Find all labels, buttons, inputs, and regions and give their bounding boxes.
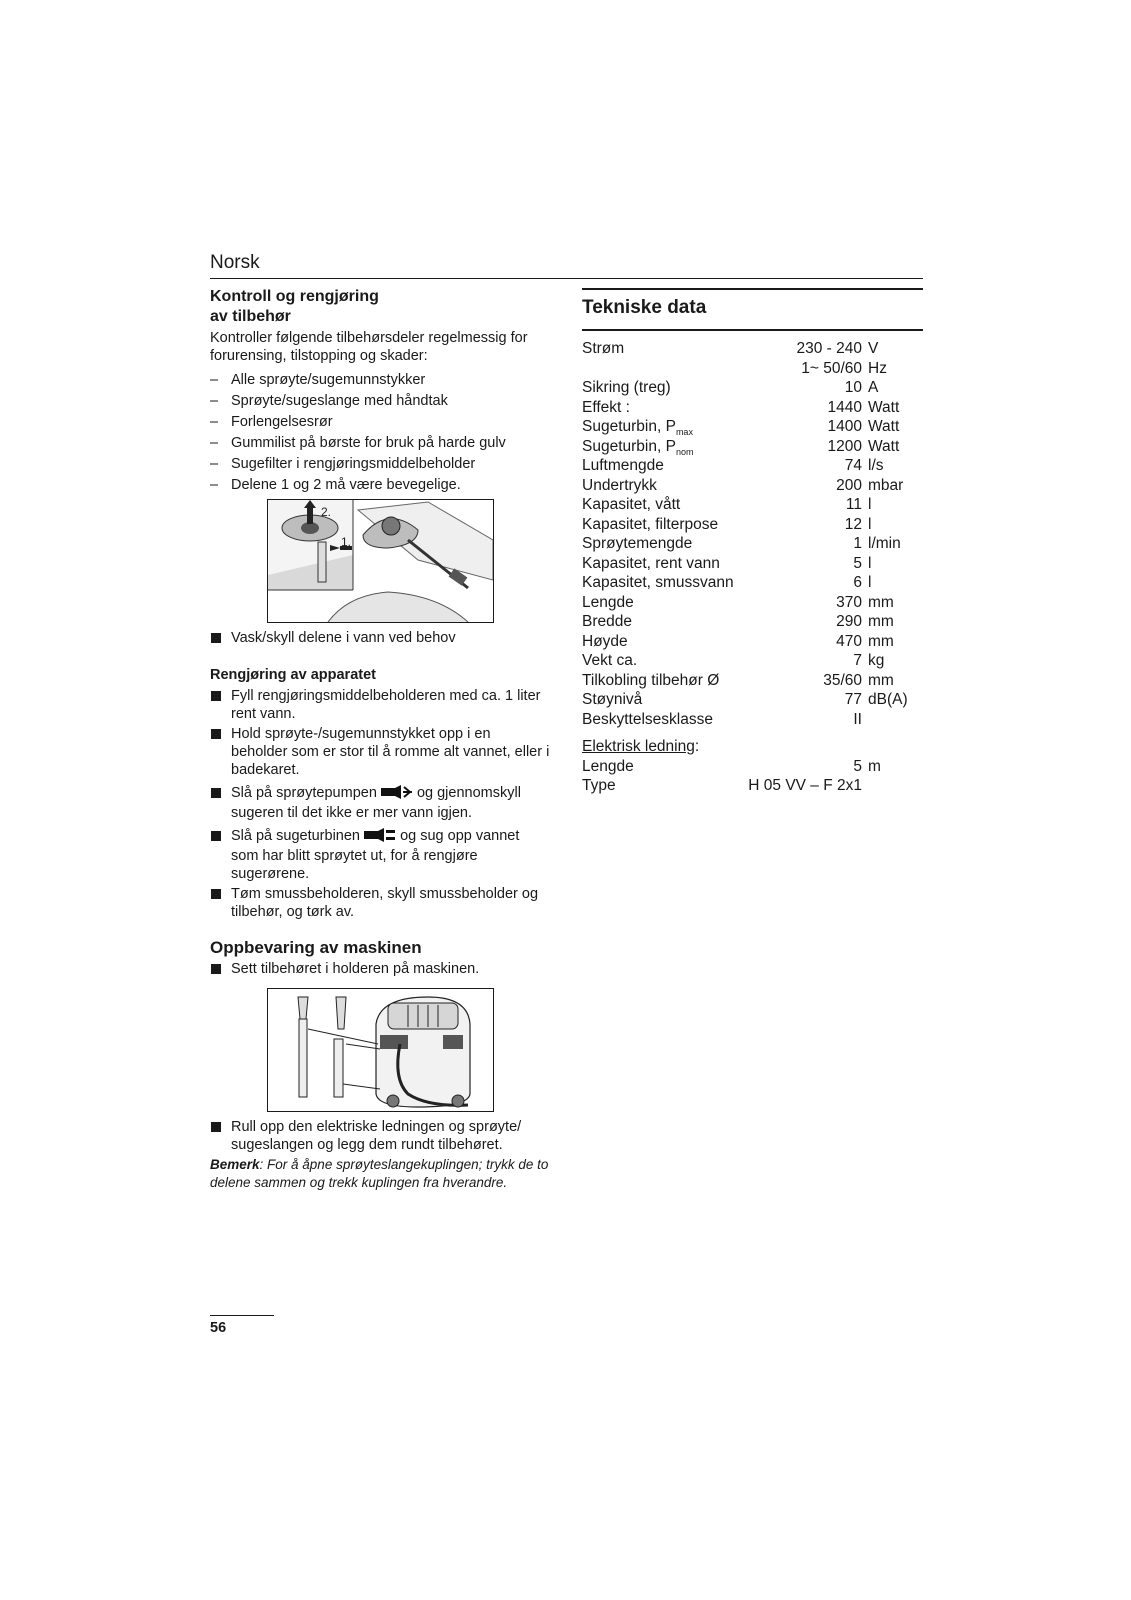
suction-turbine-icon [364, 828, 396, 847]
spec-label [582, 757, 634, 777]
list-item: – Sugefilter i rengjøringsmiddelbeholder [210, 456, 476, 472]
list-item-text: Alle sprøyte/sugemunnstykker [231, 372, 426, 388]
spec-label-text: Kapasitet, rent vann [582, 554, 720, 572]
list-item: – Gummilist på børste for bruk på harde gulv [210, 435, 506, 451]
spec-row [582, 651, 923, 671]
spec-label [582, 632, 628, 652]
section-title-storage: Oppbevaring av maskinen [210, 938, 422, 957]
spec-label [582, 456, 664, 476]
bullet-roll-cable [210, 1118, 550, 1154]
header-rule [210, 278, 923, 279]
spec-label [582, 339, 624, 359]
spec-row [582, 632, 923, 652]
spec-value: 1200 [827, 437, 862, 455]
spec-label-text: Sugeturbin, P [582, 437, 676, 455]
spec-label-text: Tilkobling tilbehør Ø [582, 671, 720, 689]
spec-label-text: Type [582, 777, 616, 794]
spec-row [582, 534, 923, 554]
figure-nozzle-check [267, 499, 494, 623]
spec-label [582, 398, 630, 418]
nozzle-illustration [268, 500, 493, 622]
bullet-text-b: og sug opp vannet som har blitt sprøytet ut, for å rengjøre sugerørene. [231, 828, 520, 882]
spec-label [582, 710, 713, 730]
spec-unit: mm [868, 671, 894, 689]
spec-unit: mm [868, 593, 894, 611]
spec-unit: l/min [868, 535, 901, 552]
note-text: : For å åpne sprøyteslangekuplingen; trykk de to delene sammen og trekk kuplingen fra hverandre. [210, 1157, 549, 1190]
bullet-empty-tank [210, 885, 550, 921]
spec-label [582, 378, 671, 398]
bullet-text: Rull opp den elektriske ledningen og sprøyte/ sugeslangen og legg dem rundt tilbehøret. [231, 1119, 522, 1153]
spec-label-text: Lengde [582, 757, 634, 775]
spec-value: 470 [836, 632, 862, 650]
spec-label-text: Kapasitet, smussvann [582, 574, 734, 591]
spec-value: 290 [836, 613, 862, 630]
spec-unit: l [868, 554, 872, 572]
spec-label-text: Lengde [582, 593, 634, 611]
spec-value: 370 [836, 593, 862, 611]
spec-unit: l [868, 574, 872, 591]
spec-row [582, 456, 923, 476]
bullet-square [211, 691, 221, 701]
spec-unit: Watt [868, 398, 900, 416]
bullet-square [211, 889, 221, 899]
spec-unit: mm [868, 632, 894, 650]
spec-value: 1 [853, 535, 862, 552]
bullet-text: Sett tilbehøret i holderen på maskinen. [231, 961, 480, 977]
spec-row [582, 417, 923, 437]
bullet-square [211, 633, 221, 643]
spec-value: 5 [853, 757, 862, 775]
spec-label [582, 612, 632, 632]
bullet-fill-tank [210, 687, 550, 723]
list-item-text: Gummilist på børste for bruk på harde gulv [231, 435, 506, 451]
spec-value: 230 - 240 [796, 340, 862, 357]
spec-label [582, 554, 720, 574]
spec-label [582, 671, 719, 691]
bullet-turbine-on [210, 827, 550, 883]
spec-unit: Watt [868, 418, 900, 435]
bullet-wash-parts [210, 629, 550, 647]
spec-label [582, 476, 657, 496]
spec-value: 74 [844, 457, 862, 474]
spec-label [582, 690, 642, 710]
spec-unit: V [868, 340, 879, 357]
spec-value: H 05 VV – F 2x1 [748, 777, 862, 794]
spec-row [582, 671, 923, 691]
spec-row [582, 612, 923, 632]
spec-value: 7 [853, 652, 862, 669]
list-item: – Delene 1 og 2 må være bevegelige. [210, 477, 461, 493]
bullet-store-accessories [210, 960, 550, 978]
spec-row [582, 495, 923, 515]
spec-label [582, 515, 718, 535]
note [210, 1156, 550, 1192]
spec-value: II [853, 710, 862, 728]
list-item-text: Sprøyte/sugeslange med håndtak [231, 393, 448, 409]
note-label: Bemerk [210, 1157, 260, 1172]
page-number: 56 [210, 1320, 227, 1336]
bullet-text-a: Slå på sugeturbinen [231, 828, 360, 844]
fig-label-2: 2. [321, 505, 332, 519]
bullet-text-a: Slå på sprøytepumpen [231, 785, 377, 801]
list-item-text: Delene 1 og 2 må være bevegelige. [231, 477, 461, 493]
spec-label [582, 651, 637, 671]
spec-label-text: Høyde [582, 632, 628, 650]
spec-label-text: Strøm [582, 340, 625, 357]
spec-label-text: Sprøytemengde [582, 535, 693, 552]
spec-value: 200 [836, 476, 862, 494]
spec-label-text: Kapasitet, filterpose [582, 515, 719, 533]
accessory-check-list [210, 371, 550, 494]
spec-label [582, 776, 616, 796]
bullet-square [211, 729, 221, 739]
spec-label-subscript: max [675, 427, 693, 438]
section-title-accessories [210, 287, 550, 327]
tech-bottom-rule [582, 329, 923, 331]
left-column [210, 287, 550, 1192]
section-title-line2: av tilbehør [210, 308, 291, 325]
bullet-text: Vask/skyll delene i vann ved behov [231, 630, 456, 646]
spec-value: 1~ 50/60 [801, 359, 862, 377]
spec-row [582, 398, 923, 418]
list-item-text: Forlengelsesrør [231, 414, 333, 430]
spec-row [582, 437, 923, 457]
fig-label-1: 1. [341, 535, 352, 549]
spec-value: 10 [844, 379, 862, 396]
spec-label-text: Bredde [582, 613, 632, 630]
spec-spacer [582, 729, 923, 737]
spec-row [582, 776, 923, 796]
list-item: – Forlengelsesrør [210, 414, 333, 430]
spec-label [582, 593, 634, 613]
intro-text: Kontroller følgende tilbehørsdeler regelmessig for forurensing, tilstopping og skader: [210, 330, 528, 364]
spec-unit: l [868, 496, 872, 513]
spec-unit: Hz [868, 359, 887, 377]
spec-label-text: Kapasitet, vått [582, 496, 681, 513]
spec-row [582, 378, 923, 398]
language-header: Norsk [210, 252, 260, 273]
bullet-pump-on [210, 784, 550, 822]
page-number-rule [210, 1315, 274, 1316]
list-item-text: Sugefilter i rengjøringsmiddelbeholder [231, 456, 476, 472]
spec-unit: l/s [868, 457, 884, 474]
spec-label-text: Sikring (treg) [582, 379, 671, 396]
list-item: – Alle sprøyte/sugemunnstykker [210, 372, 426, 388]
spec-unit: mm [868, 613, 894, 630]
spec-value: 1440 [827, 398, 862, 416]
spec-label [582, 573, 734, 593]
spec-label-text: Undertrykk [582, 476, 657, 494]
electric-cable-heading [582, 737, 923, 757]
bullet-square [211, 831, 221, 841]
spec-value: 12 [844, 515, 862, 533]
spec-value: 77 [844, 691, 862, 708]
spec-label-text: Effekt : [582, 398, 630, 416]
list-item: – Sprøyte/sugeslange med håndtak [210, 393, 448, 409]
spec-table [582, 339, 923, 796]
spec-row [582, 690, 923, 710]
spec-row [582, 359, 923, 379]
spec-row [582, 476, 923, 496]
spec-value: 1400 [827, 418, 862, 435]
spec-label-subscript: nom [675, 446, 694, 457]
tech-top-rule [582, 288, 923, 290]
spec-unit: m [868, 757, 881, 775]
spec-row [582, 757, 923, 777]
spec-value: 6 [853, 574, 862, 591]
bullet-text: Fyll rengjøringsmiddelbeholderen med ca. 1 liter rent vann. [231, 688, 541, 722]
spec-unit: A [868, 379, 879, 396]
section-title-cleaning: Rengjøring av apparatet [210, 667, 376, 683]
bullet-text-b: og gjennomskyll sugeren til det ikke er mer vann igjen. [231, 785, 521, 821]
spec-unit: kg [868, 652, 885, 669]
spec-unit: mbar [868, 476, 904, 494]
bullet-text: Tøm smussbeholderen, skyll smussbeholder og tilbehør, og tørk av. [231, 886, 539, 920]
section-title-line1: Kontroll og rengjøring [210, 288, 379, 305]
machine-illustration [268, 989, 493, 1111]
spec-label-text: Sugeturbin, P [582, 418, 676, 435]
bullet-square [211, 1122, 221, 1132]
spec-unit: Watt [868, 437, 900, 455]
spray-pump-icon [381, 785, 413, 804]
spec-label-text: Vekt ca. [582, 652, 638, 669]
spec-row [582, 554, 923, 574]
figure-machine-storage [267, 988, 494, 1112]
spec-label [582, 534, 692, 554]
spec-label-text: Støynivå [582, 691, 643, 708]
bullet-hold-nozzle [210, 725, 550, 779]
spec-value: 11 [845, 496, 862, 513]
electric-cable-heading-colon: : [694, 738, 700, 755]
spec-row [582, 515, 923, 535]
electric-cable-heading-text: Elektrisk ledning [582, 738, 695, 755]
spec-row [582, 710, 923, 730]
spec-label-text: Luftmengde [582, 457, 664, 474]
spec-label-text: Beskyttelsesklasse [582, 710, 713, 728]
spec-unit: l [868, 515, 872, 533]
electric-cable-heading-wrap [582, 737, 699, 757]
spec-row [582, 339, 923, 359]
bullet-square [211, 964, 221, 974]
spec-row [582, 593, 923, 613]
spec-row [582, 573, 923, 593]
spec-value: 35/60 [823, 671, 862, 689]
bullet-text: Hold sprøyte-/sugemunnstykket opp i en beholder som er stor til å romme alt vannet, eller i badekaret. [231, 726, 550, 778]
spec-label [582, 495, 680, 515]
tech-data-title: Tekniske data [582, 297, 707, 318]
spec-value: 5 [853, 554, 862, 572]
spec-unit: dB(A) [868, 691, 908, 708]
bullet-square [211, 788, 221, 798]
